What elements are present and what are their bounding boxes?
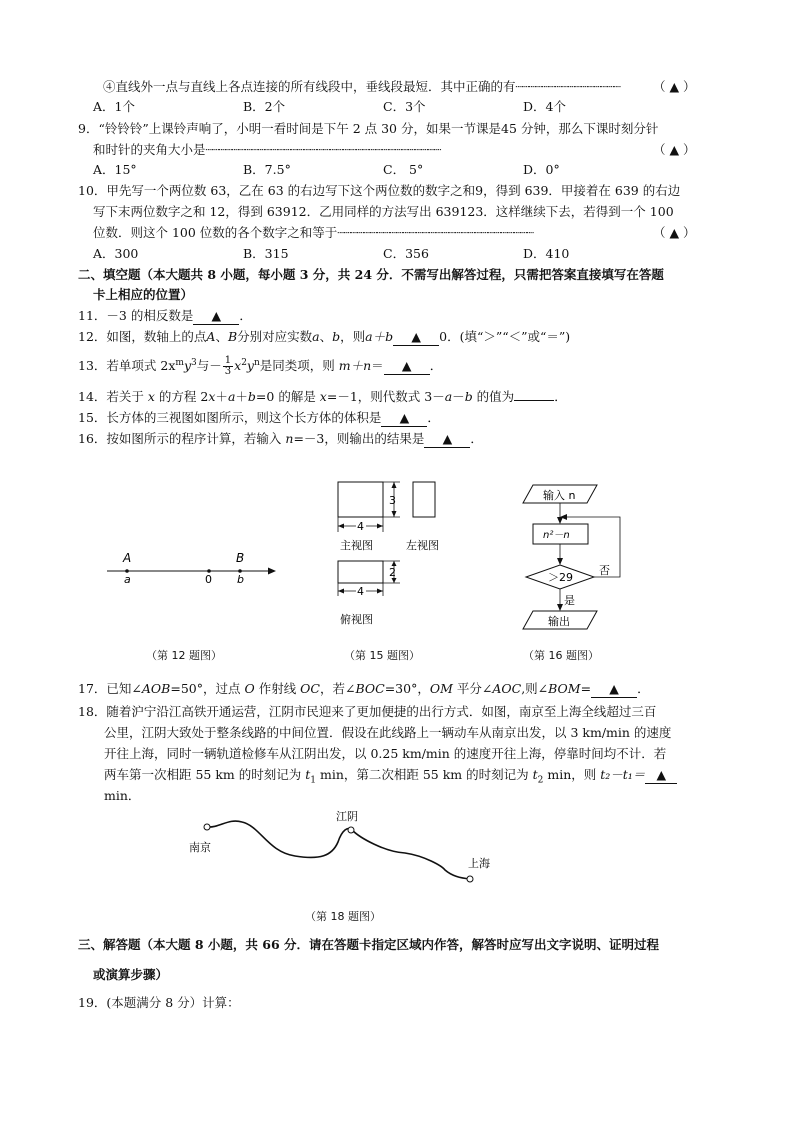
q9-answer: （ ▲ ） bbox=[653, 142, 696, 157]
answer-blank: ▲ bbox=[381, 410, 427, 427]
figure-18-caption: （第 18 题图） bbox=[305, 910, 381, 923]
figure-12-caption: （第 12 题图） bbox=[146, 649, 222, 662]
label-shanghai: 上海 bbox=[468, 857, 490, 870]
station-shanghai bbox=[467, 876, 473, 882]
option-b: B．2个 bbox=[243, 99, 286, 114]
figure-18-railway-route bbox=[180, 808, 510, 903]
no-branch bbox=[565, 517, 620, 577]
fraction-one-third: $\frac{1}{3}$ bbox=[224, 355, 232, 378]
figure-16-caption: （第 16 题图） bbox=[523, 649, 599, 662]
figure-15-three-views bbox=[330, 476, 460, 631]
dim-width-top: 4 bbox=[357, 585, 364, 598]
figure-12-number-line bbox=[100, 545, 285, 590]
route-line bbox=[207, 821, 470, 879]
q11: 11．－3 的相反数是 ▲ ． bbox=[78, 308, 252, 323]
condition-label: ＞29 bbox=[548, 571, 573, 584]
dim-height: 3 bbox=[389, 494, 396, 507]
label-front-view: 主视图 bbox=[340, 539, 373, 552]
q18-line1: 18．随着沪宁沿江高铁开通运营，江阴市民迎来了更加便捷的出行方式．如图，南京至上海全线超过三百 bbox=[78, 704, 657, 719]
no-label: 否 bbox=[599, 564, 610, 577]
q14: 14．若关于 x 的方程 2x＋a＋b=0 的解是 x=－1，则代数式 3－a－b 的值为 ． bbox=[78, 389, 567, 404]
q18-line3: 开往上海，同时一辆轨道检修车从江阴出发，以 0.25 km/min 的速度开往上海，停靠时间均不计．若 bbox=[104, 746, 667, 761]
option-d: D．4个 bbox=[523, 99, 566, 114]
label-left-view: 左视图 bbox=[406, 539, 439, 552]
option-a: A．15° bbox=[93, 162, 137, 177]
option-c: C．356 bbox=[383, 246, 429, 261]
station-jiangyin bbox=[348, 827, 354, 833]
label-top-view: 俯视图 bbox=[340, 613, 373, 626]
q8-answer: （ ▲ ） bbox=[653, 79, 696, 94]
q9-line2: 和时针的夹角大小是┈┈┈┈┈┈┈┈┈┈┈┈┈┈┈┈┈┈┈┈┈┈┈┈┈┈┈┈┈┈┈┈┈┈┈┈ bbox=[93, 142, 441, 157]
section2-heading: 二、填空题（本大题共 8 小题，每小题 3 分，共 24 分．不需写出解答过程，只需把答案直接填写在答题 bbox=[78, 267, 664, 282]
option-a: A．300 bbox=[93, 246, 139, 261]
yes-label: 是 bbox=[564, 594, 575, 607]
q15: 15．长方体的三视图如图所示，则这个长方体的体积是 ▲ ． bbox=[78, 410, 440, 425]
section2-heading-cont: 卡上相应的位置） bbox=[93, 287, 194, 302]
input-label: 输入 n bbox=[543, 489, 576, 502]
label-B: B bbox=[236, 551, 245, 565]
label-zero: 0 bbox=[205, 573, 212, 586]
label-A: A bbox=[123, 551, 132, 565]
label-b: b bbox=[237, 573, 244, 586]
axis-arrow bbox=[268, 568, 276, 575]
option-a: A．1个 bbox=[93, 99, 135, 114]
label-jiangyin: 江阴 bbox=[336, 810, 358, 823]
front-view-rect bbox=[338, 482, 383, 517]
q9-options bbox=[93, 161, 703, 179]
process-label: n²－n bbox=[543, 530, 570, 541]
q8-options bbox=[93, 98, 703, 116]
q18-line2: 公里，江阴大致处于整条线路的中间位置．假设在此线路上一辆动车从南京出发，以 3 km/min 的速度 bbox=[104, 725, 672, 740]
q12: 12．如图，数轴上的点A、B分别对应实数a、b，则a＋b ▲ 0．(填“＞”“＜”或“＝”) bbox=[78, 329, 571, 344]
label-nanjing: 南京 bbox=[189, 841, 211, 854]
label-a: a bbox=[124, 573, 131, 586]
option-c: C． 5° bbox=[383, 162, 424, 177]
q17: 17．已知∠AOB=50°，过点 O 作射线 OC，若∠BOC=30°，OM 平分∠AOC,则∠BOM= ▲ ． bbox=[78, 681, 650, 696]
answer-blank bbox=[514, 400, 554, 401]
q16: 16．按如图所示的程序计算，若输入 n=－3，则输出的结果是 ▲ ． bbox=[78, 431, 483, 446]
figure-15-caption: （第 15 题图） bbox=[344, 649, 420, 662]
q18-line5: min． bbox=[104, 788, 141, 803]
q10-options bbox=[93, 245, 703, 263]
answer-blank: ▲ bbox=[591, 681, 637, 698]
dim-width-front: 4 bbox=[357, 520, 364, 533]
option-b: B．7.5° bbox=[243, 162, 291, 177]
answer-blank: ▲ bbox=[393, 329, 439, 346]
q9-line1: 9．“铃铃铃”上课铃声响了，小明一看时间是下午 2 点 30 分，如果一节课是45 分钟，那么下课时刻分针 bbox=[78, 121, 659, 136]
option-b: B．315 bbox=[243, 246, 289, 261]
dim-depth: 2 bbox=[389, 566, 396, 579]
answer-blank: ▲ bbox=[193, 308, 239, 325]
section3-heading: 三、解答题（本大题 8 小题，共 66 分．请在答题卡指定区域内作答，解答时应写出文字说明、证明过程 bbox=[78, 937, 660, 952]
q19: 19．(本题满分 8 分）计算： bbox=[78, 995, 240, 1010]
q10-line3: 位数．则这个 100 位数的各个数字之和等于┈┈┈┈┈┈┈┈┈┈┈┈┈┈┈┈┈┈┈┈┈┈┈┈┈┈┈┈┈┈ bbox=[93, 225, 534, 240]
top-view-rect bbox=[338, 561, 383, 583]
section3-heading-cont: 或演算步骤） bbox=[93, 967, 169, 982]
q13: 13．若单项式 $2x^my^3$与－ $\frac{1}{3}$ $x^2y^n$是同类项，则 m＋n＝ ▲ ． bbox=[78, 355, 443, 378]
output-label: 输出 bbox=[548, 615, 570, 628]
q10-line2: 写下末两位数字之和 12，得到 63912．乙用同样的方法写出 639123．这样继续下去，若得到一个 100 bbox=[93, 204, 674, 219]
left-view-rect bbox=[413, 482, 435, 517]
q10-answer: （ ▲ ） bbox=[653, 225, 696, 240]
station-nanjing bbox=[204, 824, 210, 830]
option-d: D．0° bbox=[523, 162, 560, 177]
q18-line4: 两车第一次相距 55 km 的时刻记为 $t_1$ min，第二次相距 55 km 的时刻记为 $t_2$ min，则 t₂－t₁＝ ▲ bbox=[104, 766, 677, 790]
figure-16-flowchart bbox=[515, 481, 625, 636]
option-c: C．3个 bbox=[383, 99, 426, 114]
option-d: D．410 bbox=[523, 246, 570, 261]
q8-item4: ④直线外一点与直线上各点连接的所有线段中，垂线段最短．其中正确的有┈┈┈┈┈┈┈┈┈┈┈┈┈┈┈┈ bbox=[103, 79, 620, 94]
answer-blank: ▲ bbox=[384, 358, 430, 375]
answer-blank: ▲ bbox=[424, 431, 470, 448]
q10-line1: 10．甲先写一个两位数 63，乙在 63 的右边写下这个两位数的数字之和9，得到 639．甲接着在 639 的右边 bbox=[78, 183, 681, 198]
answer-blank: ▲ bbox=[645, 767, 677, 784]
